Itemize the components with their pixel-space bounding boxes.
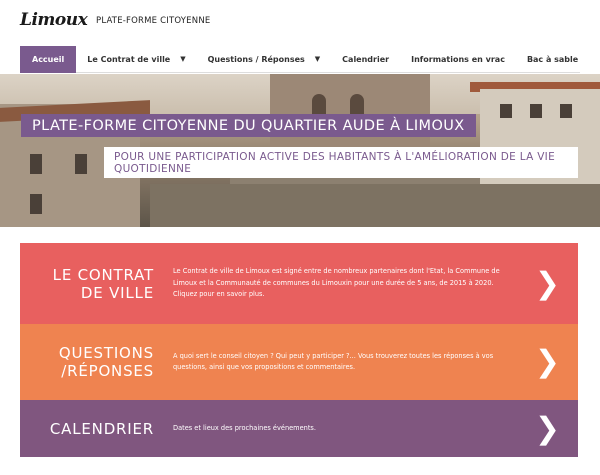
hero-window	[560, 104, 572, 118]
block-title-line: CALENDRIER	[49, 419, 154, 438]
nav-item-questions-reponses[interactable]	[197, 46, 332, 73]
block-description: A quoi sert le conseil citoyen ? Qui peut y participer ?... Vous trouverez toutes les réponses à vos questions, ainsi que vos propositions et commentaires.	[173, 351, 494, 371]
nav-item-informations-en-vrac[interactable]	[400, 46, 516, 73]
site-logo[interactable]: Limoux	[20, 10, 88, 30]
nav-item-bac-a-sable[interactable]	[516, 46, 589, 73]
block-questions-reponses[interactable]	[20, 324, 578, 400]
block-calendrier[interactable]	[20, 400, 578, 457]
chevron-right-icon[interactable]: ❯	[534, 344, 560, 380]
block-description: Le Contrat de ville de Limoux est signé entre de nombreux partenaires dont l'Etat, la Commune de Limoux et la Communauté de communes du Limouxin pour une durée de 5 ans, de 2015 à 2020. Cliquez pour en savoir plus.	[173, 267, 500, 299]
nav-item-contrat-de-ville[interactable]	[76, 46, 196, 73]
chevron-right-icon[interactable]: ❯	[534, 411, 560, 446]
site-name[interactable]: PLATE-FORME CITOYENNE	[96, 16, 211, 26]
block-title-line: /RÉPONSES	[61, 362, 154, 380]
hero-banner	[0, 74, 600, 227]
site-header	[0, 0, 600, 44]
nav-item-label: Le Contrat de ville	[87, 54, 171, 64]
hero-title: PLATE-FORME CITOYENNE DU QUARTIER AUDE À LIMOUX	[21, 114, 476, 137]
block-description: Dates et lieux des prochaines événements.	[173, 423, 316, 432]
block-title	[20, 344, 170, 380]
chevron-right-icon[interactable]: ❯	[534, 266, 560, 301]
nav-item-label: Calendrier	[342, 54, 390, 64]
main-nav	[20, 46, 580, 73]
feature-blocks	[20, 243, 578, 457]
nav-item-calendrier[interactable]	[331, 46, 400, 73]
hero-window	[530, 104, 542, 118]
nav-item-label: Accueil	[32, 54, 65, 64]
hero-bridge	[150, 184, 600, 227]
block-contrat-de-ville[interactable]	[20, 243, 578, 324]
hero-window	[30, 154, 42, 174]
nav-item-accueil[interactable]	[20, 46, 76, 73]
chevron-down-icon: ▼	[180, 55, 186, 63]
hero-window	[500, 104, 512, 118]
block-title-line: DE VILLE	[80, 283, 154, 302]
hero-window	[30, 194, 42, 214]
block-title-line: LE CONTRAT	[52, 265, 154, 284]
nav-item-label: Questions / Réponses	[207, 54, 305, 64]
chevron-down-icon: ▼	[314, 55, 321, 63]
hero-subtitle: POUR UNE PARTICIPATION ACTIVE DES HABITANTS À L'AMÉLIORATION DE LA VIE QUOTIDIENNE	[104, 147, 578, 178]
block-title	[20, 266, 170, 302]
nav-item-label: Informations en vrac	[411, 54, 505, 64]
hero-window	[75, 154, 87, 174]
nav-item-label: Bac à sable	[526, 54, 579, 64]
block-title-line: QUESTIONS	[58, 344, 154, 362]
block-title	[20, 420, 170, 438]
